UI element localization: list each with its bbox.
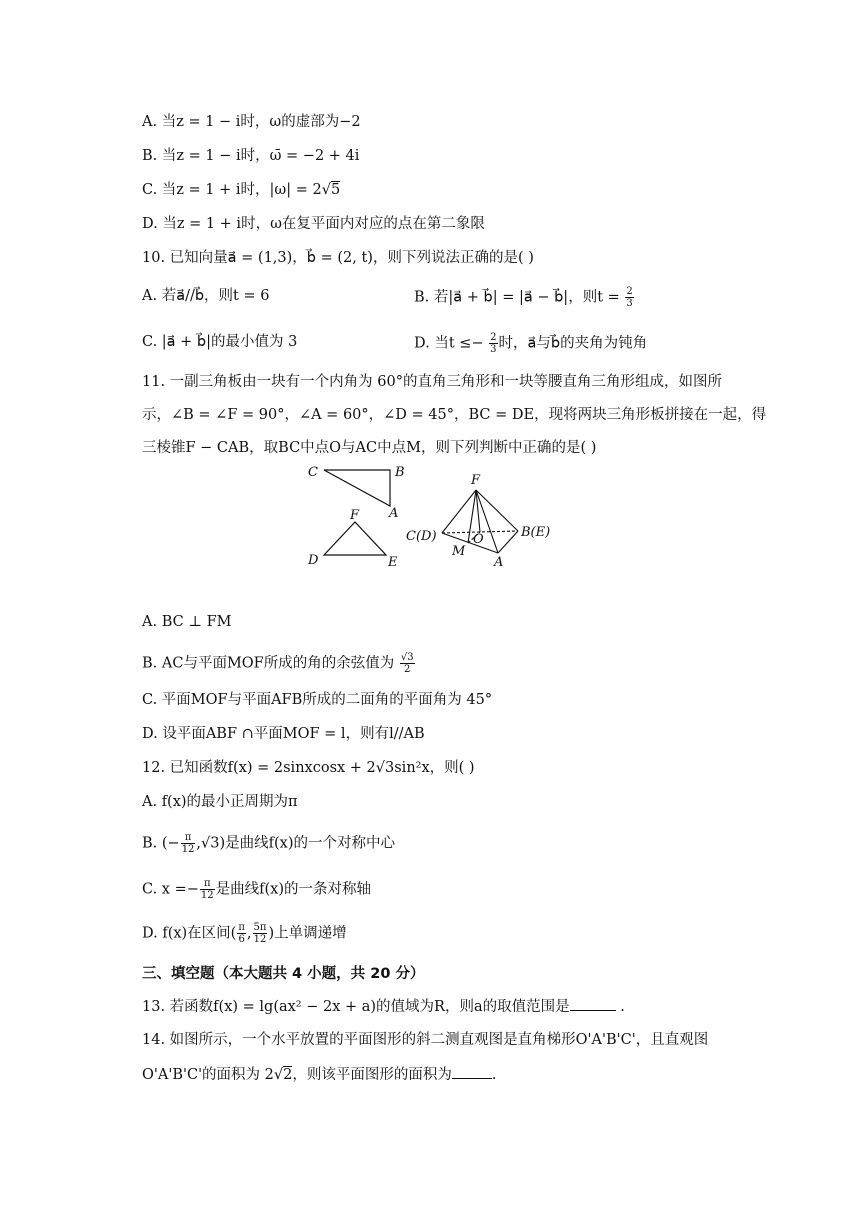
- section-3-heading: 三、填空题（本大题共 4 小题，共 20 分）: [142, 966, 425, 982]
- q10-option-c: C. |a⃗ + b⃗|的最小值为 3: [142, 334, 298, 350]
- q12-option-b-den: 12: [181, 844, 195, 855]
- q12-option-c-fraction: [200, 878, 215, 901]
- q12-option-d-comma: ,: [246, 925, 252, 942]
- q10-option-d: [414, 332, 647, 355]
- q9-option-a: A. 当z = 1 − i时，ω的虚部为−2: [142, 114, 361, 130]
- q11-stem-line2: 示，∠B = ∠F = 90°，∠A = 60°，∠D = 45°，BC = DE，现将两块三角形板拼接在一起，得: [142, 407, 767, 423]
- triangle-cba: [324, 470, 390, 506]
- label-e: E: [388, 555, 398, 570]
- q12-option-d-fraction-1: [237, 922, 246, 945]
- q12-option-b-text: B. (−: [142, 835, 180, 852]
- q12-option-b-fraction: [181, 832, 196, 855]
- label-cd: C(D): [406, 529, 437, 544]
- label-f: F: [350, 508, 360, 523]
- q9-option-d: D. 当z = 1 + i时，ω在复平面内对应的点在第二象限: [142, 216, 485, 232]
- q11-option-b-den: 2: [404, 664, 411, 675]
- label-a: A: [389, 506, 399, 521]
- q11-option-b-text: B. AC与平面MOF所成的角的余弦值为: [142, 655, 395, 672]
- q12-option-c: [142, 878, 371, 901]
- q9-option-b: B. 当z = 1 − i时，ω̄ = −2 + 4i: [142, 148, 360, 164]
- q11-figure: [300, 460, 570, 575]
- q14-stem-line2: [142, 1064, 496, 1085]
- q10-option-b-text: B. 若|a⃗ + b⃗| = |a⃗ − b⃗|，则t =: [414, 289, 620, 306]
- q11-option-c: C. 平面MOF与平面AFB所成的二面角的平面角为 45°: [142, 692, 493, 708]
- q14-answer-blank[interactable]: [452, 1064, 492, 1079]
- q12-option-d-tail: )上单调递增: [268, 925, 347, 942]
- q12-option-d-num1: π: [238, 922, 245, 933]
- q10-option-a: A. 若a⃗//b⃗，则t = 6: [142, 288, 270, 304]
- q12-option-b: [142, 832, 395, 855]
- q10-option-b: [414, 286, 635, 309]
- q10-option-b-den: 3: [626, 298, 633, 309]
- q13-answer-blank[interactable]: [570, 996, 616, 1011]
- q12-option-d-text: D. f(x)在区间(: [142, 925, 237, 942]
- q11-option-b: [142, 652, 416, 675]
- q11-option-b-num: √3: [400, 652, 414, 663]
- q11-option-d: D. 设平面ABF ∩平面MOF = l，则有l//AB: [142, 726, 425, 742]
- q10-stem: 10. 已知向量a⃗ = (1,3)，b⃗ = (2, t)，则下列说法正确的是( ): [142, 250, 534, 266]
- q14-tail: .: [491, 1067, 497, 1083]
- q12-option-c-text: C. x =−: [142, 881, 199, 898]
- q10-option-d-tail: 时，a⃗与b⃗的夹角为钝角: [498, 335, 648, 352]
- q9-option-c: [142, 180, 340, 200]
- q11-option-a: A. BC ⊥ FM: [142, 614, 232, 630]
- q10-option-d-num: 2: [490, 332, 497, 343]
- q12-option-d-num2: 5π: [253, 922, 267, 933]
- label-m: M: [452, 544, 466, 559]
- label-d: D: [308, 553, 319, 568]
- label-be: B(E): [521, 525, 551, 540]
- q12-option-d: [142, 922, 347, 945]
- q10-option-d-fraction: [489, 332, 497, 355]
- label-b: B: [395, 465, 405, 480]
- q13-text: 13. 若函数f(x) = lg(ax² − 2x + a)的值域为R，则a的取值范围是: [142, 999, 570, 1015]
- q9-option-c-radicand: 5: [330, 182, 341, 198]
- q12-option-c-den: 12: [200, 890, 214, 901]
- q13-tail: .: [615, 999, 625, 1015]
- q12-option-b-tail: ,√3)是曲线f(x)的一个对称中心: [196, 835, 396, 852]
- q10-option-b-fraction: [625, 286, 633, 309]
- label-o: O: [473, 532, 484, 547]
- q14-radicand: 2: [283, 1067, 293, 1083]
- q10-option-d-den: 3: [490, 344, 497, 355]
- q11-stem-line3: 三棱锥F − CAB，取BC中点O与AC中点M，则下列判断中正确的是( ): [142, 440, 597, 456]
- q10-option-b-num: 2: [626, 286, 633, 297]
- q10-option-d-text: D. 当t ≤−: [414, 335, 484, 352]
- q12-option-c-num: π: [200, 878, 215, 890]
- q11-stem-line1: 11. 一副三角板由一块有一个内角为 60°的直角三角形和一块等腰直角三角形组成，如图所: [142, 374, 722, 390]
- q9-option-c-text: C. 当z = 1 + i时，|ω| = 2√: [142, 182, 331, 198]
- q12-stem: 12. 已知函数f(x) = 2sinxcosx + 2√3sin²x，则( ): [142, 760, 475, 776]
- q12-option-b-num: π: [181, 832, 196, 844]
- q12-option-c-tail: 是曲线f(x)的一条对称轴: [215, 881, 371, 898]
- label-a2: A: [494, 555, 504, 570]
- q11-option-b-fraction: [400, 652, 415, 675]
- q13-stem: [142, 996, 625, 1017]
- q12-option-d-den1: 6: [238, 934, 245, 945]
- q12-option-d-den2: 12: [253, 934, 267, 945]
- q14-text-2: ，则该平面图形的面积为: [292, 1067, 452, 1083]
- q14-stem-line1: 14. 如图所示，一个水平放置的平面图形的斜二测直观图是直角梯形O'A'B'C'，且直观图: [142, 1032, 709, 1048]
- q12-option-a: A. f(x)的最小正周期为π: [142, 794, 298, 810]
- label-f2: F: [471, 473, 481, 488]
- q14-text: O'A'B'C'的面积为 2√: [142, 1067, 284, 1083]
- q12-option-d-fraction-2: [253, 922, 268, 945]
- triangle-dfe: [324, 522, 386, 555]
- label-c: C: [308, 465, 318, 480]
